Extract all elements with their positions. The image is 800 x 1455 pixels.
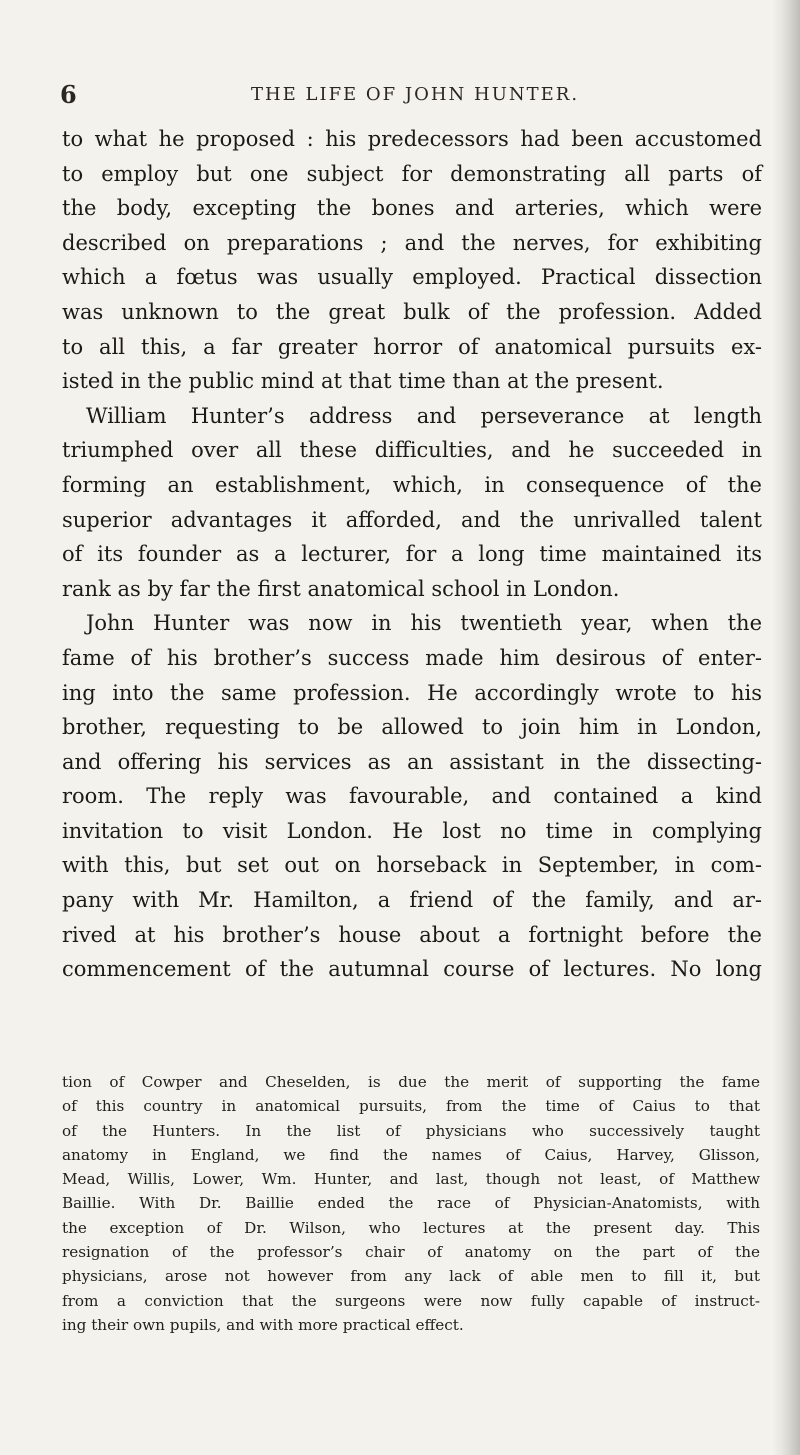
text-line: rank as by far the first anatomical school in London.	[62, 576, 620, 601]
text-line: superior advantages it afforded, and the unrivalled talent	[62, 507, 762, 532]
text-line: rived at his brother’s house about a fortnight before the	[62, 922, 762, 947]
footnote-line: Mead, Willis, Lower, Wm. Hunter, and last, though not least, of Matthew	[62, 1170, 760, 1189]
text-line: invitation to visit London. He lost no time in complying	[62, 818, 762, 843]
text-line: brother, requesting to be allowed to join him in London,	[62, 715, 762, 740]
text-line: the body, excepting the bones and arteries, which were	[62, 196, 762, 221]
running-head: THE LIFE OF JOHN HUNTER.	[250, 84, 580, 105]
text-line: to employ but one subject for demonstrating all parts of	[62, 161, 762, 186]
footnote-line: physicians, arose not however from any lack of able men to fill it, but	[62, 1267, 760, 1286]
footnote-line: ing their own pupils, and with more practical effect.	[62, 1315, 464, 1334]
text-line: ing into the same profession. He accordingly wrote to his	[62, 680, 762, 705]
text-line: with this, but set out on horseback in September, in com-	[62, 853, 762, 878]
text-line: room. The reply was favourable, and contained a kind	[62, 784, 762, 809]
text-line: triumphed over all these difficulties, and he succeeded in	[62, 438, 762, 463]
text-line: described on preparations ; and the nerves, for exhibiting	[62, 230, 762, 255]
page-number: 6	[60, 80, 77, 109]
page-header	[60, 80, 760, 110]
text-line: John Hunter was now in his twentieth year, when the	[86, 611, 762, 636]
text-line: pany with Mr. Hamilton, a friend of the family, and ar-	[62, 888, 762, 913]
text-line: to what he proposed : his predecessors had been accustomed	[62, 127, 762, 151]
text-line: fame of his brother’s success made him desirous of enter-	[62, 645, 762, 670]
footnote-line: from a conviction that the surgeons were now fully capable of instruct-	[62, 1291, 760, 1310]
text-line: isted in the public mind at that time than at the present.	[62, 369, 664, 394]
text-line: of its founder as a lecturer, for a long time maintained its	[62, 542, 762, 567]
text-line: William Hunter’s address and perseverance at length	[86, 403, 762, 428]
footnote-line: the exception of Dr. Wilson, who lectures at the present day. This	[62, 1218, 760, 1237]
text-line: commencement of the autumnal course of lectures. No long	[62, 957, 762, 982]
main-text	[62, 122, 762, 987]
footnote-line: Baillie. With Dr. Baillie ended the race of Physician-Anatomists, with	[62, 1194, 760, 1213]
text-line: forming an establishment, which, in consequence of the	[62, 472, 762, 497]
text-line: to all this, a far greater horror of anatomical pursuits ex-	[62, 334, 762, 359]
footnote	[62, 1070, 760, 1337]
page-edge-shadow	[772, 0, 800, 1455]
footnote-line: anatomy in England, we find the names of Caius, Harvey, Glisson,	[62, 1145, 760, 1164]
text-line: which a fœtus was usually employed. Practical dissection	[62, 265, 762, 290]
footnote-line: resignation of the professor’s chair of anatomy on the part of the	[62, 1243, 760, 1262]
text-line: and offering his services as an assistant in the dissecting-	[62, 749, 762, 774]
text-line: was unknown to the great bulk of the profession. Added	[62, 299, 762, 324]
footnote-line: of this country in anatomical pursuits, from the time of Caius to that	[62, 1097, 760, 1116]
footnote-line: of the Hunters. In the list of physicians who successively taught	[62, 1121, 760, 1140]
footnote-line: tion of Cowper and Cheselden, is due the merit of supporting the fame	[62, 1073, 760, 1091]
